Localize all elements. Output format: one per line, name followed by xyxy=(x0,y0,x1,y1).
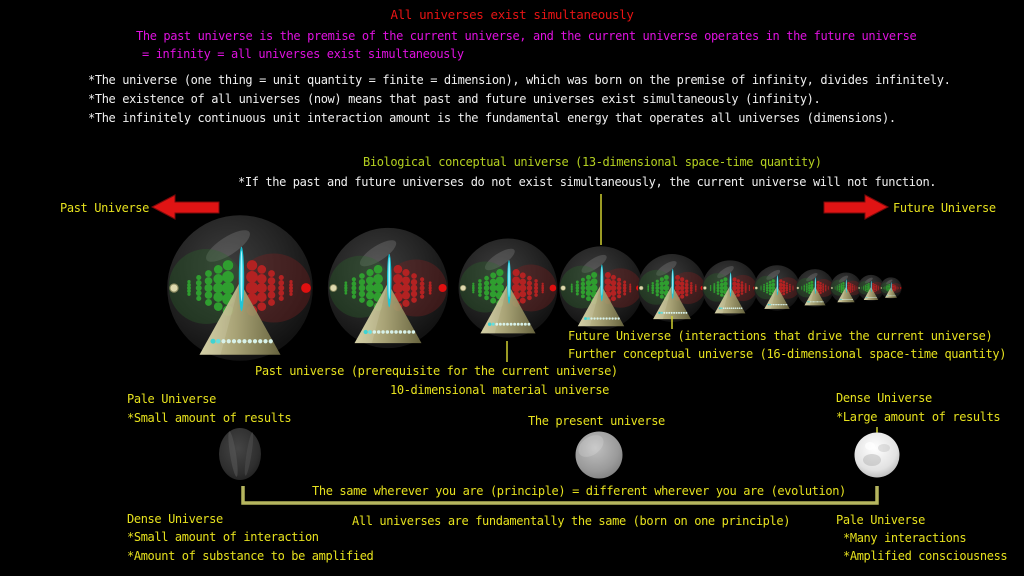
further-conceptual-label: Further conceptual universe (16-dimensional space-time quantity) xyxy=(568,347,1007,361)
pale-bottom-line2: *Amplified consciousness xyxy=(843,549,1008,563)
present-universe-sphere xyxy=(574,431,622,479)
same-line: All universes are fundamentally the same (born on one principle) xyxy=(352,514,791,528)
right-arrow-icon xyxy=(824,195,888,219)
dense-top-line: *Large amount of results xyxy=(836,410,1001,424)
past-universe-label: Past Universe xyxy=(60,201,149,215)
subtitle-line1: The past universe is the premise of the current universe, and the current universe operates in the future universe xyxy=(136,29,917,43)
page-title: All universes exist simultaneously xyxy=(390,7,634,22)
dense-top-title: Dense Universe xyxy=(836,391,932,405)
universe-sphere-4 xyxy=(559,246,642,329)
pale-universe-sphere xyxy=(219,428,261,480)
pale-top-title: Pale Universe xyxy=(127,392,216,406)
present-universe-label: The present universe xyxy=(528,414,665,428)
subtitle-line2: = infinity = all universes exist simultaneously xyxy=(142,47,464,61)
universe-sphere-2 xyxy=(328,228,448,348)
universe-sphere-1 xyxy=(167,215,313,361)
principle-line: The same wherever you are (principle) = different wherever you are (evolution) xyxy=(312,484,846,498)
universe-sphere-5 xyxy=(638,254,706,322)
material-universe-label: 10-dimensional material universe xyxy=(390,383,610,397)
future-interactions-label: Future Universe (interactions that drive the current universe) xyxy=(568,329,993,343)
universe-sphere-10 xyxy=(858,275,884,301)
pale-bottom-line1: *Many interactions xyxy=(843,531,967,545)
universe-sphere-3 xyxy=(459,239,558,338)
dense-bottom-line2: *Amount of substance to be amplified xyxy=(127,549,374,563)
bullet-3: *The infinitely continuous unit interaction amount is the fundamental energy that operates all universes (dimensions). xyxy=(88,111,896,125)
bullet-1: *The universe (one thing = unit quantity = finite = dimension), which was born on the premise of infinity, divides infinitely. xyxy=(88,73,951,87)
past-prerequisite-label: Past universe (prerequisite for the current universe) xyxy=(255,364,618,378)
universe-sphere-7 xyxy=(754,265,800,311)
dense-bottom-title: Dense Universe xyxy=(127,512,223,526)
left-arrow-icon xyxy=(152,195,219,219)
dense-universe-sphere xyxy=(855,433,900,478)
universe-sphere-8 xyxy=(796,269,834,307)
bullet-2: *The existence of all universes (now) means that past and future universes exist simultaneously (infinity). xyxy=(88,92,821,106)
pale-bottom-title: Pale Universe xyxy=(836,513,925,527)
biological-heading: Biological conceptual universe (13-dimensional space-time quantity) xyxy=(363,155,822,169)
universe-sphere-6 xyxy=(702,260,757,315)
simultaneous-note: *If the past and future universes do not exist simultaneously, the current universe will not function. xyxy=(238,175,937,189)
dense-bottom-line1: *Small amount of interaction xyxy=(127,530,319,544)
universe-sphere-9 xyxy=(830,272,861,303)
future-universe-label: Future Universe xyxy=(893,201,996,215)
universe-sphere-11 xyxy=(880,277,901,298)
pale-top-line: *Small amount of results xyxy=(127,411,292,425)
